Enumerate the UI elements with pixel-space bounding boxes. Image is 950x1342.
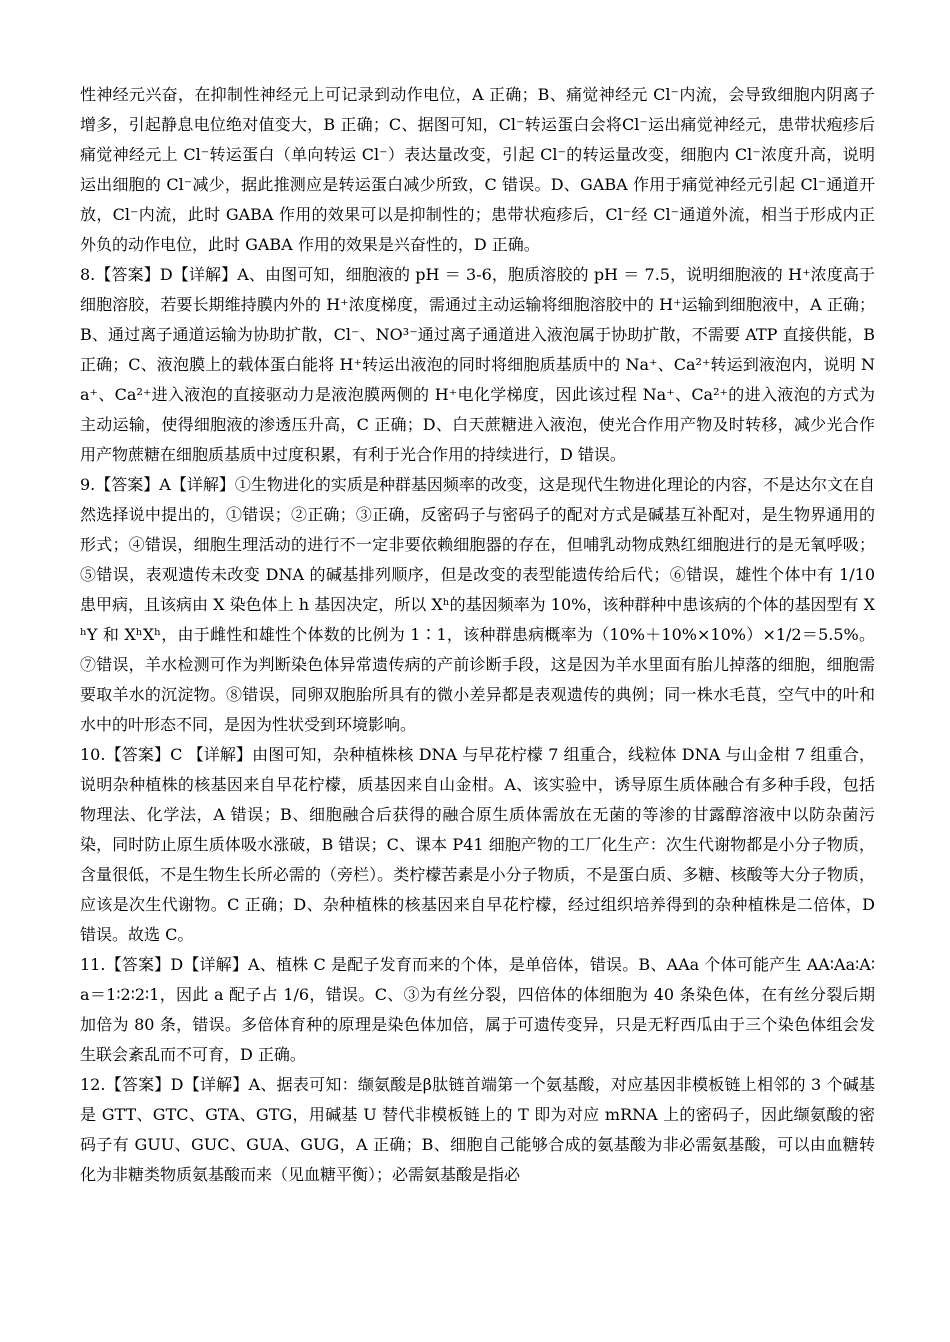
paragraph-q8: 8.【答案】D【详解】A、由图可知，细胞液的 pH ＝ 3-6，胞质溶胶的 pH ＝ 7.5，说明细胞液的 H⁺浓度高于细胞溶胶，若要长期维持膜内外的 H⁺浓度梯度，需通过主动运输将细胞溶胶中的 H⁺运输到细胞液中，A 正确；B、通过离子通道运输为协助扩散，Cl⁻、NO³⁻通过离子通道进入液泡属于协助扩散，不需要 ATP 直接供能，B 正确；C、液泡膜上的载体蛋白能将 H⁺转运出液泡的同时将细胞质基质中的 Na⁺、Ca²⁺转运到液泡内，说明 Na⁺、Ca²⁺进入液泡的直接驱动力是液泡膜两侧的 H⁺电化学梯度，因此该过程 Na⁺、Ca²⁺的进入液泡的方式为主动运输，使得细胞液的渗透压升高，C 正确；D、白天蔗糖进入液泡，使光合作用产物及时转移，减少光合作用产物蔗糖在细胞质基质中过度积累，有利于光合作用的持续进行，D 错误。 — [80, 265, 875, 464]
paragraph-q7-continued: 性神经元兴奋，在抑制性神经元上可记录到动作电位，A 正确；B、痛觉神经元 Cl⁻内流，会导致细胞内阴离子增多，引起静息电位绝对值变大，B 正确；C、据图可知，Cl⁻转运蛋白会将Cl⁻运出痛觉神经元，患带状疱疹后痛觉神经元上 Cl⁻转运蛋白（单向转运 Cl⁻）表达量改变，引起 Cl⁻的转运量改变，细胞内 Cl⁻浓度升高，说明运出细胞的 Cl⁻减少，据此推测应是转运蛋白减少所致，C 错误。D、GABA 作用于痛觉神经元引起 Cl⁻通道开放，Cl⁻内流，此时 GABA 作用的效果可以是抑制性的；患带状疱疹后，Cl⁻经 Cl⁻通道外流，相当于形成内正外负的动作电位，此时 GABA 作用的效果是兴奋性的，D 正确。 — [80, 85, 875, 254]
paragraph-q11: 11.【答案】D【详解】A、植株 C 是配子发育而来的个体，是单倍体，错误。B、AAa 个体可能产生 AA∶Aa∶A∶a＝1∶2∶2∶1，因此 a 配子占 1/6，错误。C、③为有丝分裂，四倍体的体细胞为 40 条染色体，在有丝分裂后期加倍为 80 条，错误。多倍体育种的原理是染色体加倍，属于可遗传变异，只是无籽西瓜由于三个染色体组会发生联会紊乱而不可育，D 正确。 — [80, 955, 875, 1064]
paragraph-q10: 10.【答案】C 【详解】由图可知，杂种植株核 DNA 与早花柠檬 7 组重合，线粒体 DNA 与山金柑 7 组重合，说明杂种植株的核基因来自早花柠檬，质基因来自山金柑。A、该实验中，诱导原生质体融合有多种手段，包括物理法、化学法，A 错误；B、细胞融合后获得的融合原生质体需放在无菌的等渗的甘露醇溶液中以防杂菌污染，同时防止原生质体吸水涨破，B 错误；C、课本 P41 细胞产物的工厂化生产：次生代谢物都是小分子物质，含量很低，不是生物生长所必需的（旁栏）。类柠檬苦素是小分子物质，不是蛋白质、多糖、核酸等大分子物质，应该是次生代谢物。C 正确；D、杂种植株的核基因来自早花柠檬，经过组织培养得到的杂种植株是二倍体，D 错误。故选 C。 — [80, 745, 875, 944]
answer-explanations — [80, 80, 875, 1190]
paragraph-q9: 9.【答案】A【详解】①生物进化的实质是种群基因频率的改变，这是现代生物进化理论的内容，不是达尔文在自然选择说中提出的，①错误；②正确；③正确，反密码子与密码子的配对方式是碱基互补配对，是生物界通用的形式；④错误，细胞生理活动的进行不一定非要依赖细胞器的存在，但哺乳动物成熟红细胞进行的是无氧呼吸；⑤错误，表观遗传未改变 DNA 的碱基排列顺序，但是改变的表型能遗传给后代；⑥错误，雄性个体中有 1/10 患甲病，且该病由 X 染色体上 h 基因决定，所以 Xʰ的基因频率为 10%，该种群种中患该病的个体的基因型有 XʰY 和 XʰXʰ，由于雌性和雄性个体数的比例为 1∶1，该种群患病概率为（10%＋10%×10%）×1/2＝5.5%。⑦错误，羊水检测可作为判断染色体异常遗传病的产前诊断手段，这是因为羊水里面有胎儿掉落的细胞，细胞需要取羊水的沉淀物。⑧错误，同卵双胞胎所具有的微小差异都是表观遗传的典例；同一株水毛茛，空气中的叶和水中的叶形态不同，是因为性状受到环境影响。 — [80, 475, 875, 734]
paragraph-q12: 12.【答案】D【详解】A、据表可知：缬氨酸是β肽链首端第一个氨基酸，对应基因非模板链上相邻的 3 个碱基是 GTT、GTC、GTA、GTG，用碱基 U 替代非模板链上的 T 即为对应 mRNA 上的密码子，因此缬氨酸的密码子有 GUU、GUC、GUA、GUG，A 正确；B、细胞自己能够合成的氨基酸为非必需氨基酸，可以由血糖转化为非糖类物质氨基酸而来（见血糖平衡）；必需氨基酸是指必 — [80, 1075, 875, 1184]
